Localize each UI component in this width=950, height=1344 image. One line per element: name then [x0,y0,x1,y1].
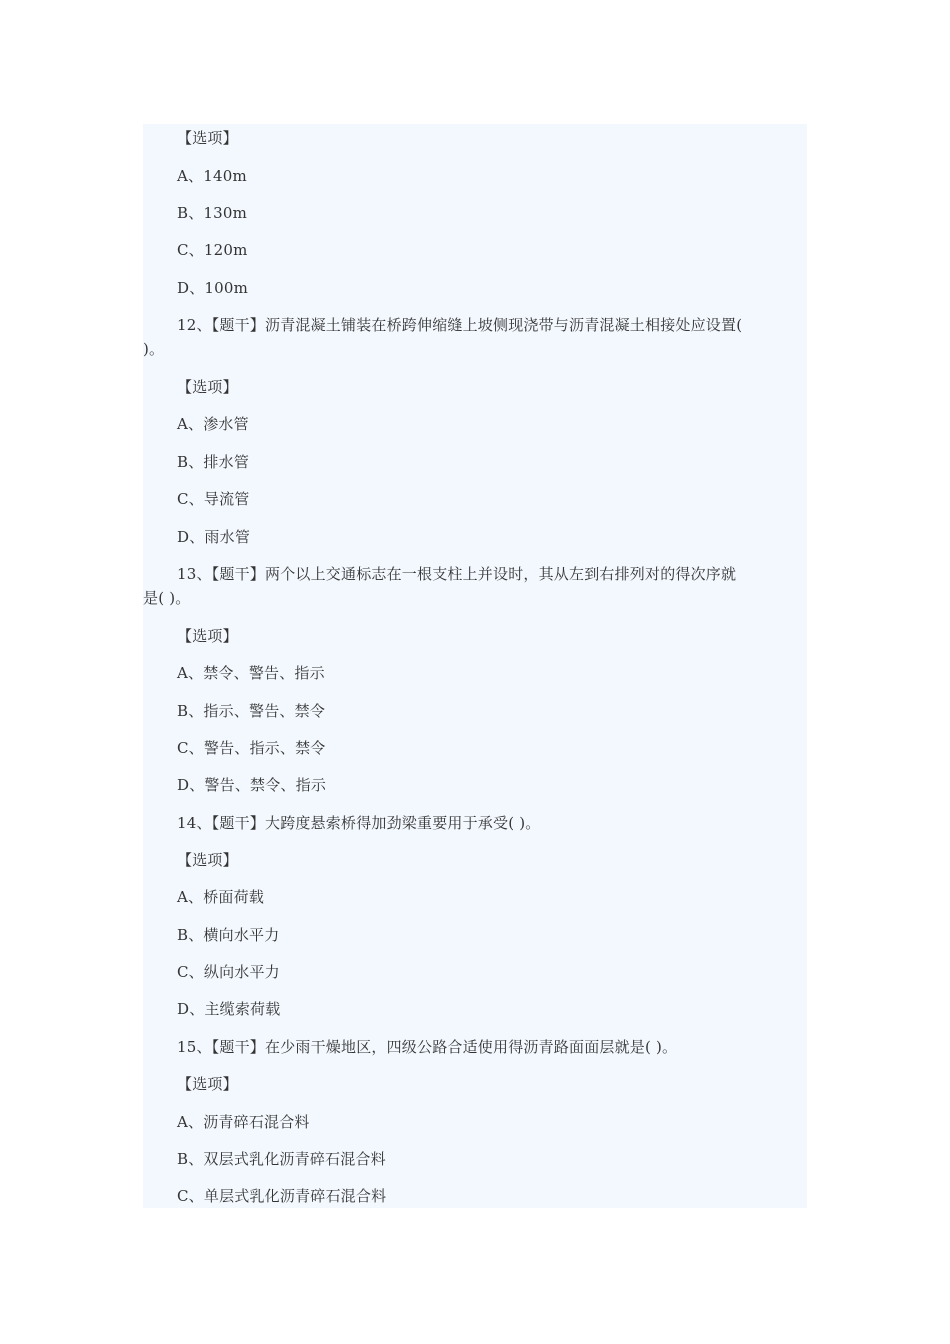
q14-stem [143,811,807,835]
q15-options-header: 【选项】 [177,1075,238,1093]
q13-stem [143,562,807,610]
q15-stem [143,1035,807,1059]
q13-stem-line2: 是( )。 [143,589,191,607]
q12-option-d: D、雨水管 [177,528,251,546]
q14-stem-line1: 14、【题干】大跨度悬索桥得加劲梁重要用于承受( )。 [177,814,541,832]
q15-option-b: B、双层式乳化沥青碎石混合料 [177,1150,386,1168]
q13-option-a: A、禁令、警告、指示 [177,664,325,682]
q11-option-a: A、140m [177,167,247,185]
q13-option-d: D、警告、禁令、指示 [177,776,327,794]
q11-options-header: 【选项】 [177,129,238,147]
q13-option-b: B、指示、警告、禁令 [177,702,326,720]
q12-stem-line2: )。 [143,340,165,358]
q15-stem-line1: 15、【题干】在少雨干燥地区，四级公路合适使用得沥青路面面层就是( )。 [177,1038,678,1056]
q11-option-b: B、130m [177,204,248,222]
q13-options-header: 【选项】 [177,627,238,645]
q11-option-c: C、120m [177,241,248,259]
q14-option-b: B、横向水平力 [177,926,280,944]
q14-option-c: C、纵向水平力 [177,963,280,981]
q14-options-header: 【选项】 [177,851,238,869]
q12-stem-line1: 12、【题干】沥青混凝土铺装在桥跨伸缩缝上坡侧现浇带与沥青混凝土相接处应设置( [177,316,743,334]
q14-option-a: A、桥面荷载 [177,888,265,906]
q13-option-c: C、警告、指示、禁令 [177,739,326,757]
q14-option-d: D、主缆索荷载 [177,1000,281,1018]
q12-options-header: 【选项】 [177,378,238,396]
q11-option-d: D、100m [177,279,249,297]
q12-option-b: B、排水管 [177,453,250,471]
q12-option-a: A、渗水管 [177,415,249,433]
q15-option-c: C、单层式乳化沥青碎石混合料 [177,1187,387,1205]
q15-option-a: A、沥青碎石混合料 [177,1113,310,1131]
q13-stem-line1: 13、【题干】两个以上交通标志在一根支柱上并设时，其从左到右排列对的得次序就 [177,565,737,583]
q12-stem [143,313,807,361]
q12-option-c: C、导流管 [177,490,250,508]
